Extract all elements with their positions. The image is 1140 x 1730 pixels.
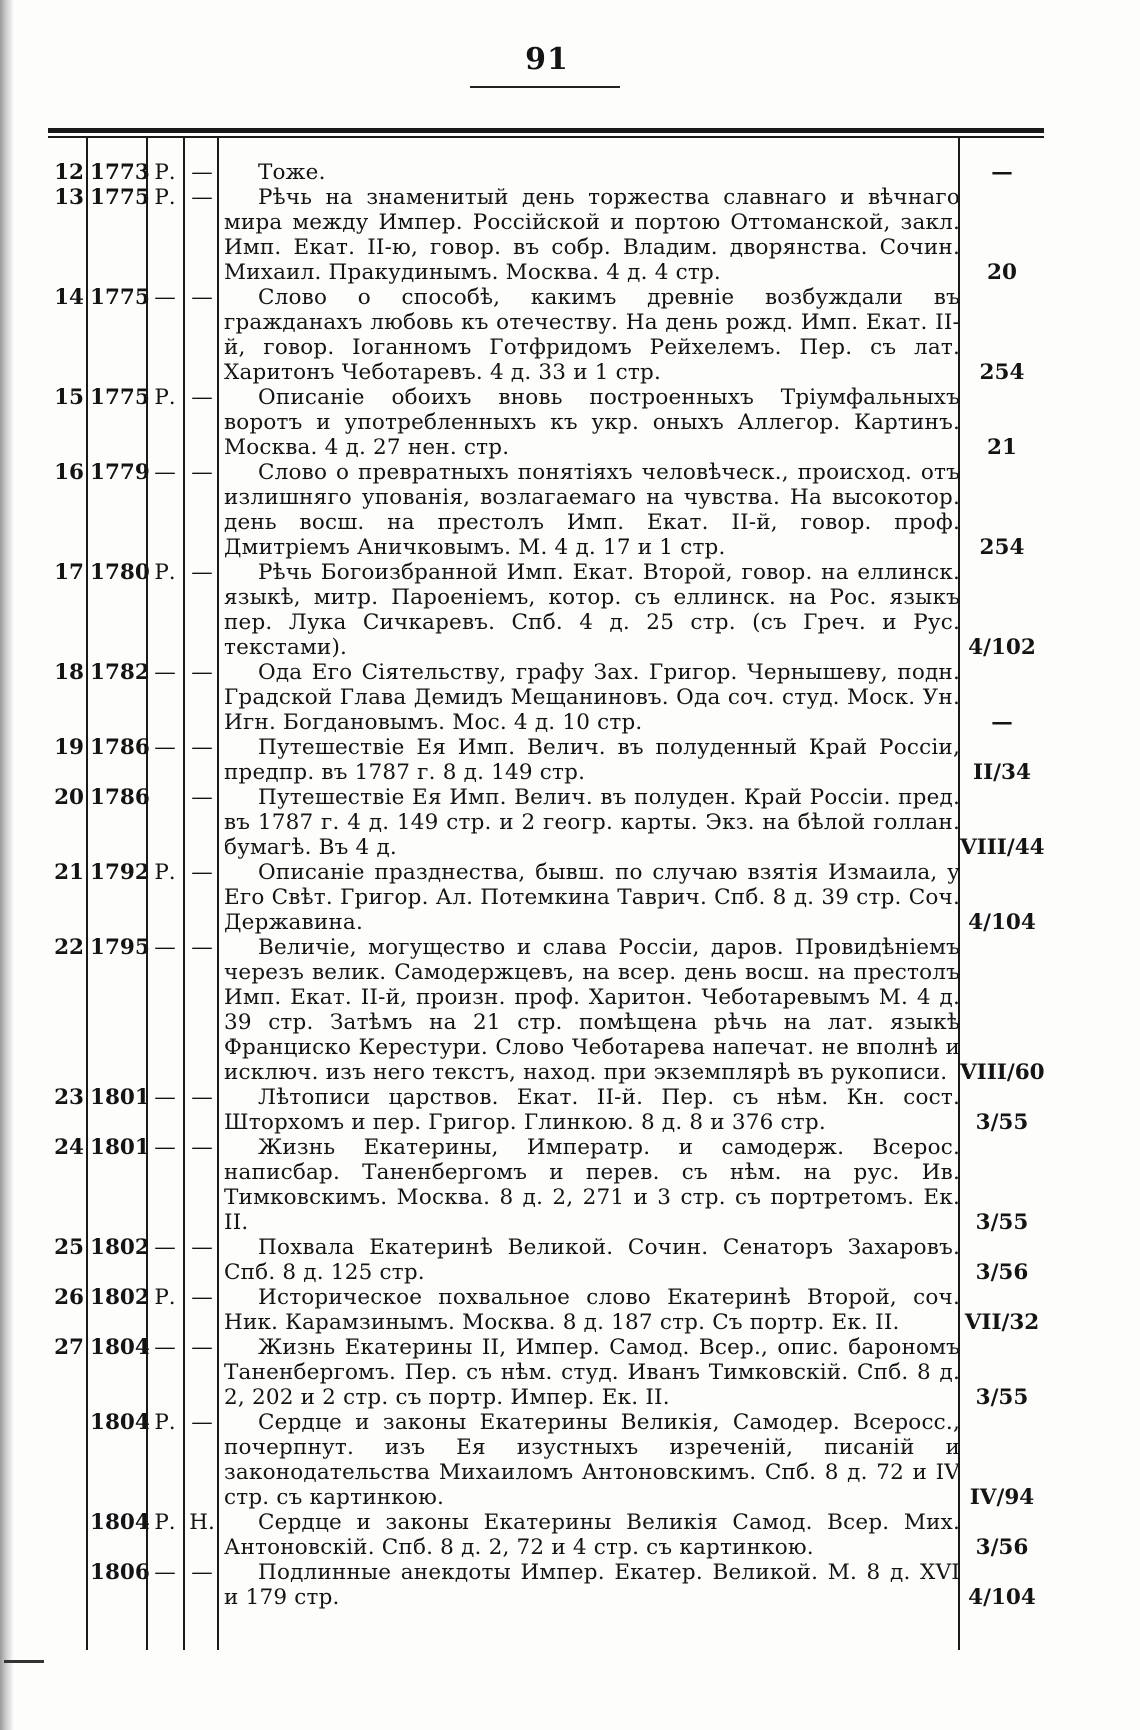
entry-year: 1806 bbox=[90, 1560, 150, 1585]
entry-mark: — bbox=[154, 460, 176, 485]
entry-mark: — bbox=[154, 1235, 176, 1260]
entry-description: Путешествіе Ея Имп. Велич. въ полуденный Край Россіи, предпр. въ 1787 г. 8 д. 149 стр. bbox=[224, 735, 960, 785]
entry-number: 18 bbox=[54, 660, 84, 685]
page-number-underline bbox=[470, 86, 620, 88]
entry-mark-2: — bbox=[191, 1135, 213, 1160]
entry-mark-2: — bbox=[191, 160, 213, 185]
entry-mark: Р. bbox=[154, 185, 176, 210]
entry-number: 15 bbox=[54, 385, 84, 410]
catalog-entry bbox=[0, 860, 1140, 935]
entry-number: 26 bbox=[54, 1285, 84, 1310]
entry-year: 1804 bbox=[90, 1510, 150, 1535]
entry-year: 1775 bbox=[90, 285, 150, 310]
entry-mark-2: — bbox=[191, 460, 213, 485]
entry-mark-2: — bbox=[191, 935, 213, 960]
entry-mark-2: — bbox=[191, 1085, 213, 1110]
entry-number: 19 bbox=[54, 735, 84, 760]
entry-mark-2: — bbox=[191, 1285, 213, 1310]
entry-mark-2: Н. bbox=[189, 1510, 215, 1535]
entry-year: 1801 bbox=[90, 1085, 150, 1110]
entry-year: 1801 bbox=[90, 1135, 150, 1160]
entry-reference: VIII/44 bbox=[960, 835, 1045, 860]
entry-year: 1775 bbox=[90, 385, 150, 410]
catalog-entry bbox=[0, 460, 1140, 560]
entry-number: 14 bbox=[54, 285, 84, 310]
catalog-entry bbox=[0, 560, 1140, 660]
entry-reference: 4/104 bbox=[968, 1585, 1036, 1610]
entry-mark: — bbox=[154, 1335, 176, 1360]
entry-mark-2: — bbox=[191, 185, 213, 210]
entry-year: 1782 bbox=[90, 660, 150, 685]
entry-description: Ода Его Сіятельству, графу Зах. Григор. Чернышеву, подн. Градской Глава Демидъ Мещаниновъ. Ода соч. студ. Моск. Ун. Игн. Богдановымъ. Мос. 4 д. 10 стр. bbox=[224, 660, 960, 735]
entry-description: Лѣтописи царствов. Екат. II-й. Пер. съ нѣм. Кн. сост. Шторхомъ и пер. Григор. Глинкою. 8 д. 8 и 376 стр. bbox=[224, 1085, 960, 1135]
entry-year: 1775 bbox=[90, 185, 150, 210]
header-rule bbox=[48, 128, 1044, 133]
entry-year: 1792 bbox=[90, 860, 150, 885]
catalog-entry bbox=[0, 160, 1140, 185]
entry-description: Сердце и законы Екатерины Великія, Самодер. Всеросс., почерпнут. изъ Ея изустныхъ изреченій, писаній и законодательства Михаиломъ Антоновскимъ. Спб. 8 д. 72 и IV стр. съ картинкою. bbox=[224, 1410, 960, 1510]
entry-reference: 20 bbox=[987, 260, 1017, 285]
header-rule-thin bbox=[48, 136, 1044, 138]
entry-mark: Р. bbox=[154, 385, 176, 410]
entry-number: 23 bbox=[54, 1085, 84, 1110]
entry-mark-2: — bbox=[191, 285, 213, 310]
entry-number: 12 bbox=[54, 160, 84, 185]
entry-year: 1779 bbox=[90, 460, 150, 485]
entry-year: 1773 bbox=[90, 160, 150, 185]
entry-year: 1786 bbox=[90, 735, 150, 760]
entry-mark: Р. bbox=[154, 1285, 176, 1310]
entry-number: 22 bbox=[54, 935, 84, 960]
catalog-entry bbox=[0, 785, 1140, 860]
entry-description: Тоже. bbox=[258, 160, 326, 185]
entry-description: Историческое похвальное слово Екатеринѣ Второй, соч. Ник. Карамзинымъ. Москва. 8 д. 187 стр. Съ портр. Ек. II. bbox=[224, 1285, 960, 1335]
entry-reference: VIII/60 bbox=[960, 1060, 1045, 1085]
entry-mark-2: — bbox=[191, 660, 213, 685]
entry-reference: 21 bbox=[987, 435, 1017, 460]
catalog-entry bbox=[0, 1135, 1140, 1235]
catalog-entry bbox=[0, 1085, 1140, 1135]
catalog-entry bbox=[0, 185, 1140, 285]
entry-number: 21 bbox=[54, 860, 84, 885]
entry-mark: — bbox=[154, 285, 176, 310]
entry-reference: — bbox=[991, 710, 1013, 735]
entry-number: 27 bbox=[54, 1335, 84, 1360]
entry-year: 1804 bbox=[90, 1335, 150, 1360]
catalog-entry bbox=[0, 285, 1140, 385]
catalog-entry bbox=[0, 385, 1140, 460]
entry-description: Сердце и законы Екатерины Великія Самод. Всер. Мих. Антоновскій. Спб. 8 д. 2, 72 и 4 стр. съ картинкою. bbox=[224, 1510, 960, 1560]
entry-reference: 3/55 bbox=[975, 1385, 1029, 1410]
catalog-entry bbox=[0, 1235, 1140, 1285]
scan-mark bbox=[4, 1660, 44, 1663]
catalog-entry bbox=[0, 935, 1140, 1085]
entry-year: 1795 bbox=[90, 935, 150, 960]
entry-description: Похвала Екатеринѣ Великой. Сочин. Сенаторъ Захаровъ. Спб. 8 д. 125 стр. bbox=[224, 1235, 960, 1285]
entry-mark: — bbox=[154, 935, 176, 960]
entry-description: Жизнь Екатерины, Императр. и самодерж. Всерос. написбар. Таненбергомъ и перев. съ нѣм. на рус. Ив. Тимковскимъ. Москва. 8 д. 2, 271 и 3 стр. съ портретомъ. Ек. II. bbox=[224, 1135, 960, 1235]
entry-mark-2: — bbox=[191, 1410, 213, 1435]
entry-description: Описаніе празднества, бывш. по случаю взятія Измаила, у Его Свѣт. Григор. Ал. Потемкина Таврич. Спб. 8 д. 39 стр. Соч. Державина. bbox=[224, 860, 960, 935]
entry-description: Рѣчь Богоизбранной Имп. Екат. Второй, говор. на еллинск. языкѣ, митр. Пароеніемъ, котор. съ еллинск. на Рос. языкъ пер. Лука Сичкаревъ. Спб. 4 д. 25 стр. (съ Греч. и Рус. текстами). bbox=[224, 560, 960, 660]
entry-mark-2: — bbox=[191, 735, 213, 760]
catalog-entry bbox=[0, 735, 1140, 785]
entry-reference: 3/55 bbox=[975, 1110, 1029, 1135]
entry-mark-2: — bbox=[191, 560, 213, 585]
catalog-entry bbox=[0, 1510, 1140, 1560]
page-number: 91 bbox=[525, 42, 569, 77]
entry-mark: Р. bbox=[154, 560, 176, 585]
entry-mark: Р. bbox=[154, 160, 176, 185]
catalog-entry bbox=[0, 1335, 1140, 1410]
entry-number: 16 bbox=[54, 460, 84, 485]
catalog-entry bbox=[0, 660, 1140, 735]
entry-number: 20 bbox=[54, 785, 84, 810]
entry-year: 1804 bbox=[90, 1410, 150, 1435]
entry-reference: 3/55 bbox=[975, 1210, 1029, 1235]
entry-reference: — bbox=[991, 160, 1013, 185]
entry-reference: IV/94 bbox=[969, 1485, 1035, 1510]
entry-description: Описаніе обоихъ вновь построенныхъ Тріумфальныхъ воротъ и употребленныхъ къ укр. оныхъ Аллегор. Картинъ. Москва. 4 д. 27 нен. стр. bbox=[224, 385, 960, 460]
entry-year: 1802 bbox=[90, 1235, 150, 1260]
entry-reference: 3/56 bbox=[975, 1260, 1029, 1285]
entry-description: Жизнь Екатерины II, Импер. Самод. Всер., опис. барономъ Таненбергомъ. Пер. съ нѣм. студ. Иванъ Тимковскій. Спб. 8 д. 2, 202 и 2 стр. съ портр. Импер. Ек. II. bbox=[224, 1335, 960, 1410]
entry-mark-2: — bbox=[191, 1560, 213, 1585]
entry-reference: 254 bbox=[979, 535, 1025, 560]
entry-description: Рѣчь на знаменитый день торжества славнаго и вѣчнаго мира между Импер. Россійской и портою Оттоманской, закл. Имп. Екат. II-ю, говор. въ собр. Владим. дворянства. Сочин. Михаил. Пракудинымъ. Москва. 4 д. 4 стр. bbox=[224, 185, 960, 285]
entry-mark-2: — bbox=[191, 385, 213, 410]
catalog-table bbox=[0, 160, 1140, 1610]
entry-mark: Р. bbox=[154, 1410, 176, 1435]
entry-mark: — bbox=[154, 1085, 176, 1110]
entry-description: Путешествіе Ея Имп. Велич. въ полуден. Край Россіи. пред. въ 1787 г. 4 д. 149 стр. и 2 геогр. карты. Экз. на бѣлой голлан. бумагѣ. Въ 4 д. bbox=[224, 785, 960, 860]
entry-description: Величіе, могущество и слава Россіи, даров. Провидѣніемъ черезъ велик. Самодержцевъ, на всер. день восш. на престолъ Имп. Екат. II-й, произн. проф. Харитон. Чеботаревымъ М. 4 д. 39 стр. Затѣмъ на 21 стр. помѣщена рѣчь на лат. языкѣ Франциско Керестури. Слово Чеботарева напечат. не вполнѣ и исключ. изъ него текстъ, наход. при экземплярѣ въ рукописи. bbox=[224, 935, 960, 1085]
entry-mark: — bbox=[154, 1135, 176, 1160]
entry-mark-2: — bbox=[191, 785, 213, 810]
entry-mark-2: — bbox=[191, 1235, 213, 1260]
entry-mark-2: — bbox=[191, 860, 213, 885]
entry-description: Слово о превратныхъ понятіяхъ человѣческ., происход. отъ излишняго упованія, возлагаемаго на чувства. На высокотор. день восш. на престолъ Имп. Екат. II-й, говор. проф. Дмитріемъ Аничковымъ. М. 4 д. 17 и 1 стр. bbox=[224, 460, 960, 560]
entry-reference: VII/32 bbox=[964, 1310, 1040, 1335]
entry-reference: 254 bbox=[979, 360, 1025, 385]
catalog-entry bbox=[0, 1560, 1140, 1610]
entry-mark: — bbox=[154, 1560, 176, 1585]
entry-number: 13 bbox=[54, 185, 84, 210]
catalog-entry bbox=[0, 1285, 1140, 1335]
entry-mark: — bbox=[154, 735, 176, 760]
entry-year: 1780 bbox=[90, 560, 150, 585]
catalog-entry bbox=[0, 1410, 1140, 1510]
entry-reference: 3/56 bbox=[975, 1535, 1029, 1560]
entry-year: 1786 bbox=[90, 785, 150, 810]
entry-mark: — bbox=[154, 660, 176, 685]
entry-reference: II/34 bbox=[973, 760, 1031, 785]
entry-mark: Р. bbox=[154, 860, 176, 885]
entry-description: Подлинные анекдоты Импер. Екатер. Великой. М. 8 д. XVI и 179 стр. bbox=[224, 1560, 960, 1610]
entry-number: 25 bbox=[54, 1235, 84, 1260]
entry-year: 1802 bbox=[90, 1285, 150, 1310]
entry-mark: Р. bbox=[154, 1510, 176, 1535]
entry-reference: 4/104 bbox=[968, 910, 1036, 935]
entry-number: 24 bbox=[54, 1135, 84, 1160]
entry-mark-2: — bbox=[191, 1335, 213, 1360]
entry-reference: 4/102 bbox=[968, 635, 1036, 660]
entry-description: Слово о способѣ, какимъ древніе возбуждали въ гражданахъ любовь къ отечеству. На день рожд. Имп. Екат. II-й, говор. Іоганномъ Готфридомъ Рейхелемъ. Пер. съ лат. Харитонъ Чеботаревъ. 4 д. 33 и 1 стр. bbox=[224, 285, 960, 385]
entry-number: 17 bbox=[54, 560, 84, 585]
